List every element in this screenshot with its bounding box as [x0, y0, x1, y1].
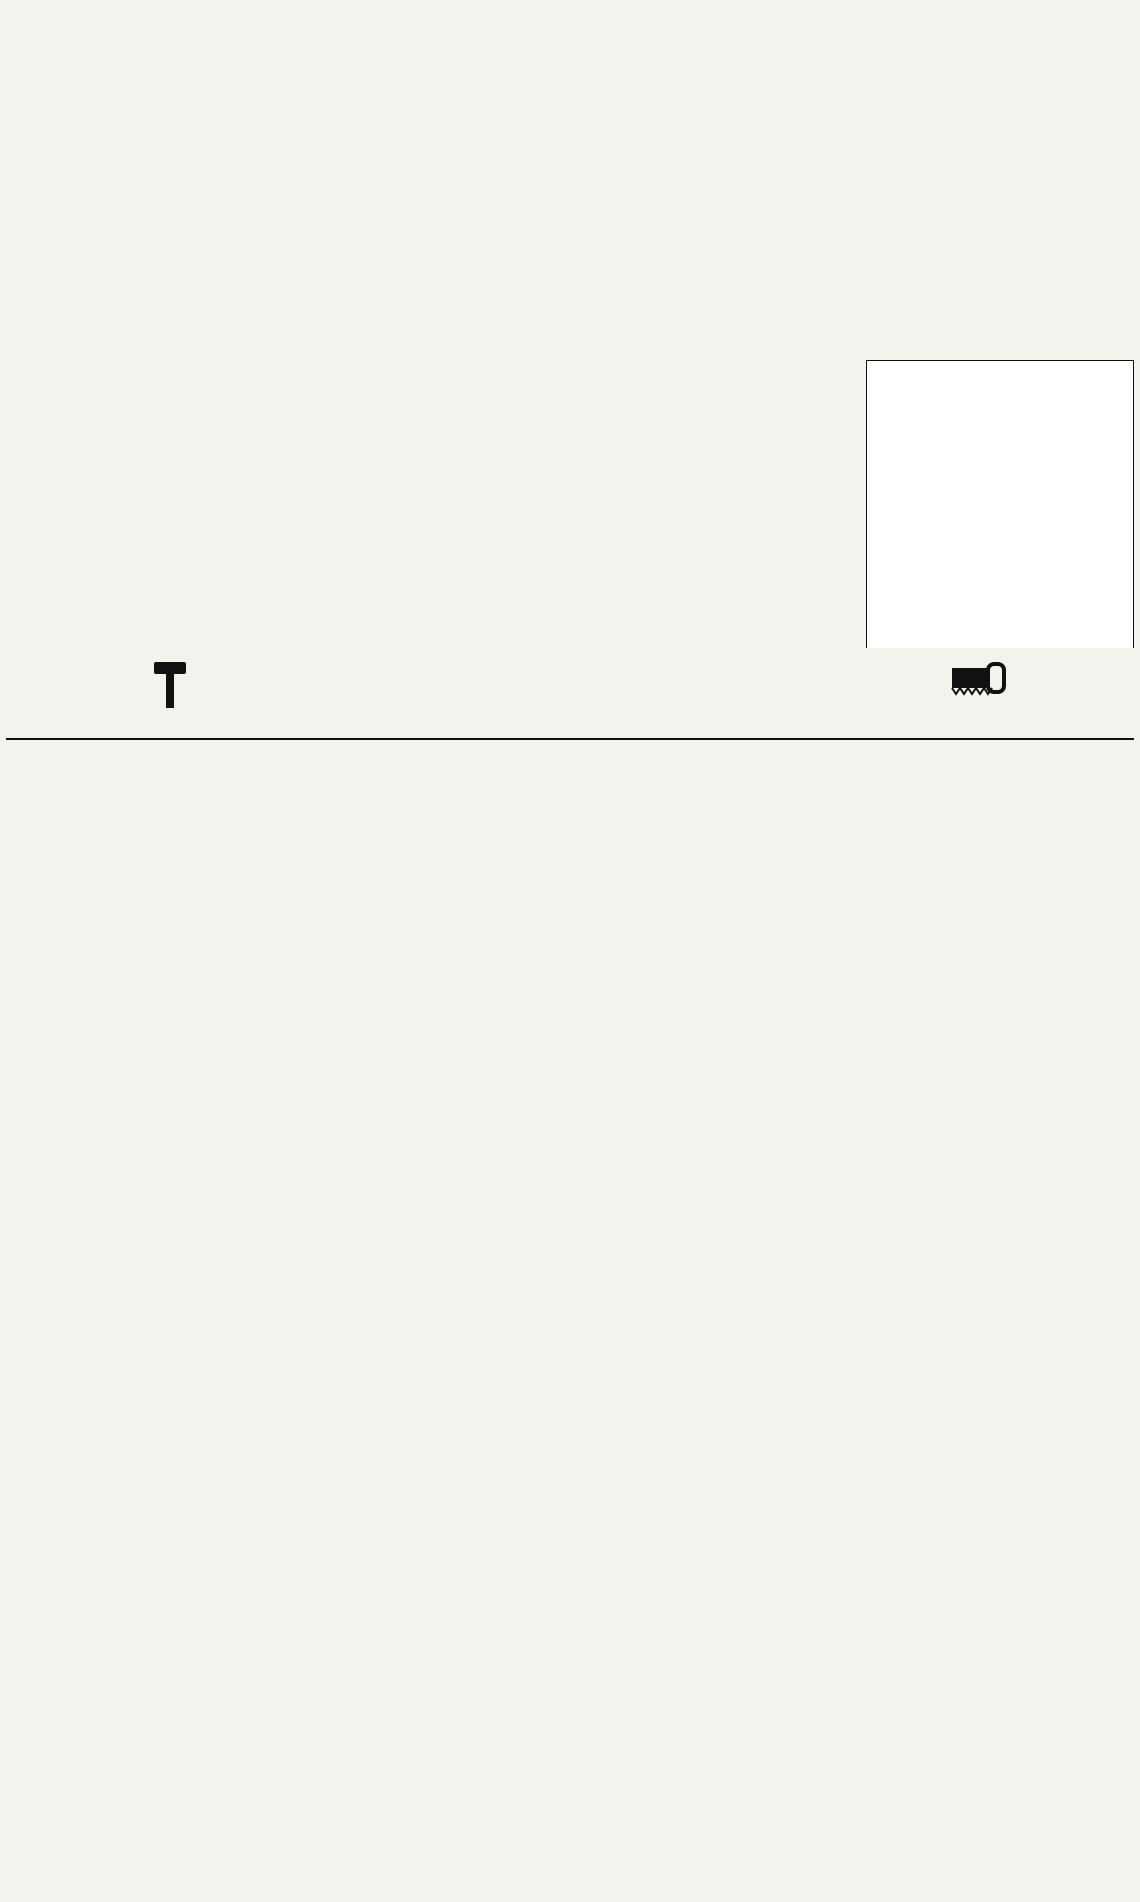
- banner-title: [200, 654, 940, 714]
- schroders-sale-ad: [866, 360, 1134, 650]
- saw-icon: [950, 658, 1006, 710]
- page-folio: [6, 10, 1132, 24]
- banner-divider: [6, 738, 1134, 740]
- hammer-icon: [150, 658, 190, 710]
- bottom-classified-band: [4, 772, 1136, 1884]
- home-service-guide-banner: [0, 648, 1140, 770]
